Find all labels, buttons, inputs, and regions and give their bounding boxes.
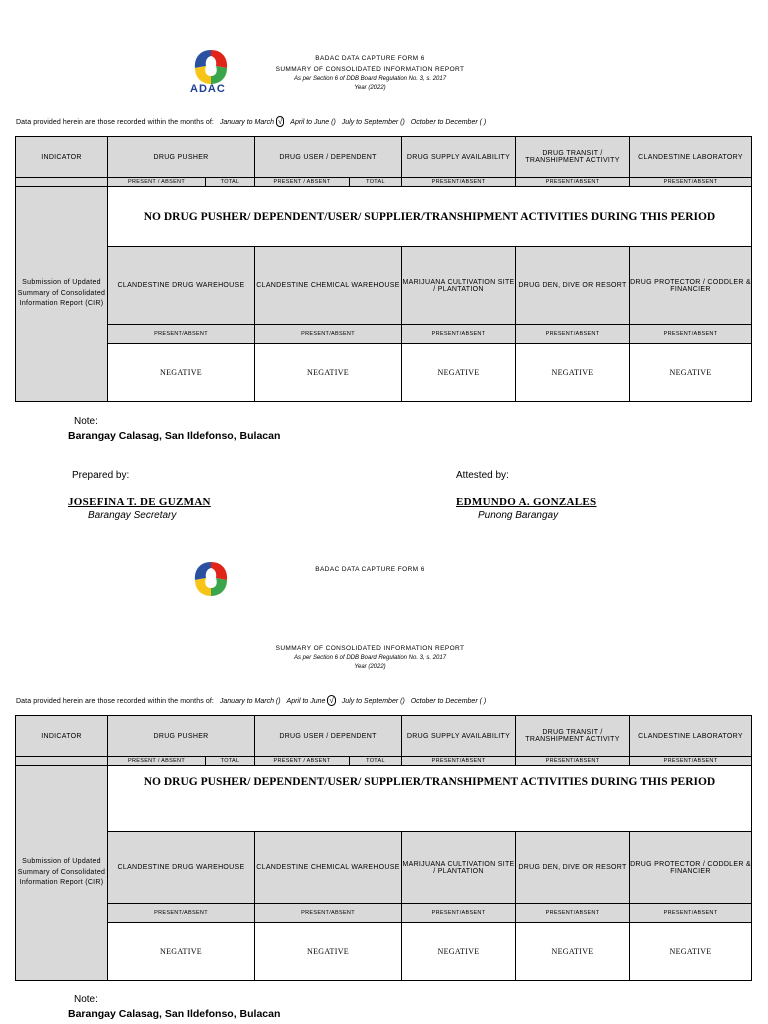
value-drug-protector: NEGATIVE (630, 923, 752, 981)
months-line-2 (16, 695, 486, 706)
form-2-header (180, 645, 560, 670)
header-clandestine-lab: CLANDESTINE LABORATORY (630, 716, 752, 757)
cir-label: Submission of Updated Summary of Consolidated Information Report (CIR) (16, 187, 108, 402)
value-marijuana-site: NEGATIVE (402, 344, 516, 402)
header-drug-warehouse: CLANDESTINE DRUG WAREHOUSE (108, 247, 255, 325)
form-subtitle: SUMMARY OF CONSOLIDATED INFORMATION REPORT (275, 66, 465, 73)
form-2-year: Year (2022) (354, 664, 386, 670)
adac-logo-2 (186, 556, 236, 606)
pusher-total: TOTAL (206, 178, 255, 187)
header-drug-user: DRUG USER / DEPENDENT (255, 137, 402, 178)
prepared-by-title: Barangay Secretary (88, 510, 177, 521)
indicator-header: INDICATOR (16, 137, 108, 178)
adac-hands-icon (186, 556, 236, 606)
value-drug-den: NEGATIVE (516, 923, 630, 981)
protector-present-absent: PRESENT/ABSENT (630, 904, 752, 923)
user-total: TOTAL (350, 178, 402, 187)
pusher-total: TOTAL (206, 757, 255, 766)
indicator-sub-blank (16, 757, 108, 766)
header-drug-protector: DRUG PROTECTOR / CODDLER & FINANCIER (630, 832, 752, 904)
month-q2-2: April to June (286, 698, 326, 705)
form-2-title: BADAC DATA CAPTURE FORM 6 (315, 566, 425, 573)
value-drug-warehouse: NEGATIVE (108, 923, 255, 981)
month-q1: January to March (219, 119, 274, 126)
marijuana-present-absent: PRESENT/ABSENT (402, 325, 516, 344)
header-drug-pusher: DRUG PUSHER (108, 137, 255, 178)
month-q3: July to September () (341, 119, 405, 126)
form-year: Year (2022) (354, 85, 386, 91)
user-present-absent: PRESENT / ABSENT (255, 757, 350, 766)
pusher-present-absent: PRESENT / ABSENT (108, 757, 206, 766)
form-2-title-block (180, 566, 560, 573)
transit-present-absent: PRESENT/ABSENT (516, 757, 630, 766)
summary-table-2 (15, 715, 752, 981)
marijuana-present-absent: PRESENT/ABSENT (402, 904, 516, 923)
value-chemical-warehouse: NEGATIVE (255, 344, 402, 402)
value-drug-warehouse: NEGATIVE (108, 344, 255, 402)
chemical-present-absent: PRESENT/ABSENT (255, 904, 402, 923)
header-drug-protector: DRUG PROTECTOR / CODDLER & FINANCIER (630, 247, 752, 325)
prepared-by-label: Prepared by: (72, 470, 130, 481)
header-drug-pusher: DRUG PUSHER (108, 716, 255, 757)
checkmark-icon: √ (277, 117, 283, 126)
den-present-absent: PRESENT/ABSENT (516, 325, 630, 344)
pusher-present-absent: PRESENT / ABSENT (108, 178, 206, 187)
months-lead: Data provided herein are those recorded within the months of: (16, 119, 214, 126)
note-location-2: Barangay Calasag, San Ildefonso, Bulacan (68, 1008, 281, 1020)
months-line (16, 116, 486, 127)
value-chemical-warehouse: NEGATIVE (255, 923, 402, 981)
prepared-by-name: JOSEFINA T. DE GUZMAN (68, 496, 211, 508)
header-marijuana-site: MARIJUANA CULTIVATION SITE / PLANTATION (402, 247, 516, 325)
month-q3-2: July to September () (341, 698, 405, 705)
supply-present-absent: PRESENT/ABSENT (402, 757, 516, 766)
header-drug-supply: DRUG SUPPLY AVAILABILITY (402, 716, 516, 757)
note-label-2: Note: (74, 994, 98, 1005)
header-drug-warehouse: CLANDESTINE DRUG WAREHOUSE (108, 832, 255, 904)
header-chemical-warehouse: CLANDESTINE CHEMICAL WAREHOUSE (255, 832, 402, 904)
indicator-sub-blank (16, 178, 108, 187)
checkmark-icon: √ (329, 696, 334, 705)
user-present-absent: PRESENT / ABSENT (255, 178, 350, 187)
header-drug-supply: DRUG SUPPLY AVAILABILITY (402, 137, 516, 178)
form-title: BADAC DATA CAPTURE FORM 6 (315, 55, 425, 62)
header-drug-transit: DRUG TRANSIT / TRANSHIPMENT ACTIVITY (516, 137, 630, 178)
chemical-present-absent: PRESENT/ABSENT (255, 325, 402, 344)
user-total: TOTAL (350, 757, 402, 766)
lab-present-absent: PRESENT/ABSENT (630, 178, 752, 187)
supply-present-absent: PRESENT/ABSENT (402, 178, 516, 187)
attested-by-label: Attested by: (456, 470, 509, 481)
header-marijuana-site: MARIJUANA CULTIVATION SITE / PLANTATION (402, 832, 516, 904)
form-header (180, 55, 560, 91)
month-q2: April to June () (290, 119, 336, 126)
protector-present-absent: PRESENT/ABSENT (630, 325, 752, 344)
header-drug-den: DRUG DEN, DIVE OR RESORT (516, 832, 630, 904)
no-activity-banner: NO DRUG PUSHER/ DEPENDENT/USER/ SUPPLIER/TRANSHIPMENT ACTIVITIES DURING THIS PERIOD (108, 187, 752, 247)
attested-by-name: EDMUNDO A. GONZALES (456, 496, 597, 508)
warehouse-present-absent: PRESENT/ABSENT (108, 325, 255, 344)
month-q4-2: October to December ( ) (410, 698, 487, 705)
cir-label: Submission of Updated Summary of Consolidated Information Report (CIR) (16, 766, 108, 981)
summary-table (15, 136, 752, 402)
month-q1-2: January to March () (219, 698, 281, 705)
no-activity-banner: NO DRUG PUSHER/ DEPENDENT/USER/ SUPPLIER/TRANSHIPMENT ACTIVITIES DURING THIS PERIOD (108, 766, 752, 832)
header-drug-den: DRUG DEN, DIVE OR RESORT (516, 247, 630, 325)
value-marijuana-site: NEGATIVE (402, 923, 516, 981)
indicator-header: INDICATOR (16, 716, 108, 757)
header-clandestine-lab: CLANDESTINE LABORATORY (630, 137, 752, 178)
month-q4: October to December ( ) (410, 119, 487, 126)
form-2-regulation: As per Section 6 of DDB Board Regulation No. 3, s. 2017 (293, 655, 447, 661)
lab-present-absent: PRESENT/ABSENT (630, 757, 752, 766)
months-lead-2: Data provided herein are those recorded within the months of: (16, 698, 214, 705)
header-drug-transit: DRUG TRANSIT / TRANSHIPMENT ACTIVITY (516, 716, 630, 757)
form-regulation: As per Section 6 of DDB Board Regulation No. 3, s. 2017 (293, 76, 447, 82)
form-2-subtitle: SUMMARY OF CONSOLIDATED INFORMATION REPORT (275, 645, 465, 652)
header-chemical-warehouse: CLANDESTINE CHEMICAL WAREHOUSE (255, 247, 402, 325)
note-label: Note: (74, 416, 98, 427)
value-drug-den: NEGATIVE (516, 344, 630, 402)
transit-present-absent: PRESENT/ABSENT (516, 178, 630, 187)
den-present-absent: PRESENT/ABSENT (516, 904, 630, 923)
value-drug-protector: NEGATIVE (630, 344, 752, 402)
warehouse-present-absent: PRESENT/ABSENT (108, 904, 255, 923)
header-drug-user: DRUG USER / DEPENDENT (255, 716, 402, 757)
attested-by-title: Punong Barangay (478, 510, 559, 521)
adac-wordmark: ADAC (190, 83, 226, 95)
note-location: Barangay Calasag, San Ildefonso, Bulacan (68, 430, 281, 442)
